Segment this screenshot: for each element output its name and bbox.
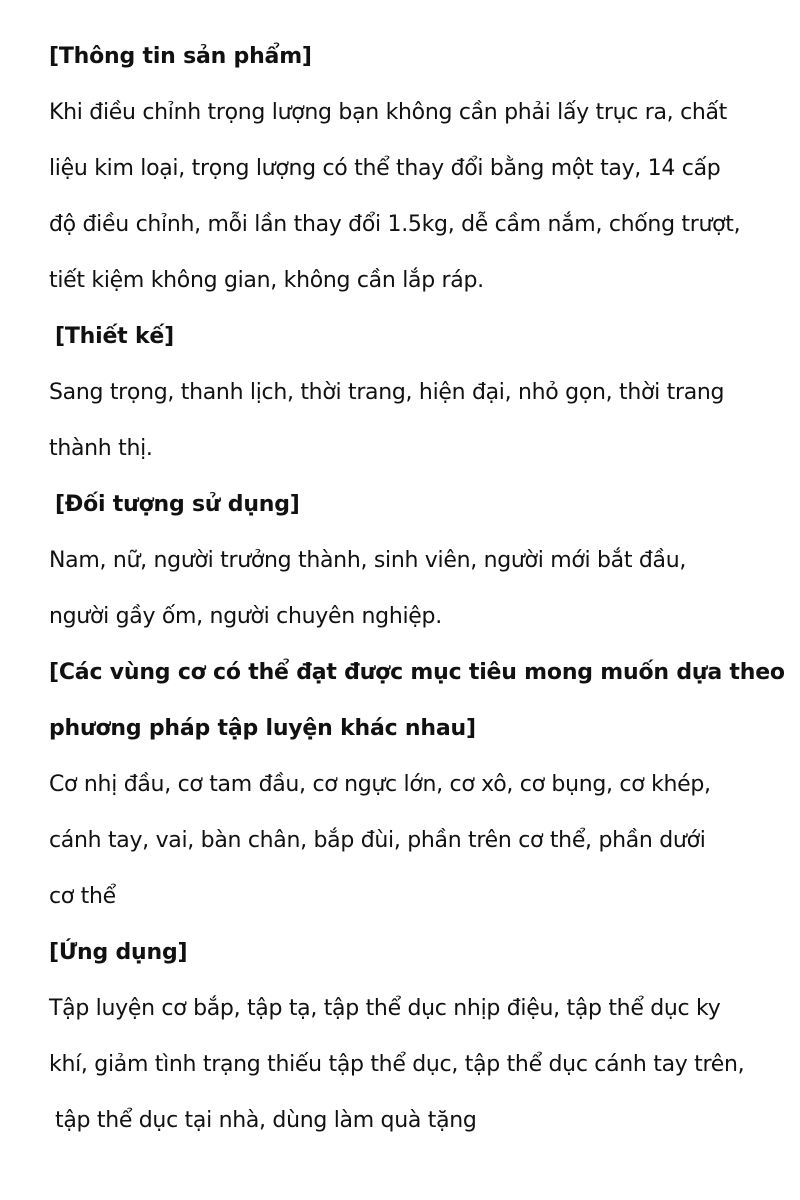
product-info-line: độ điều chỉnh, mỗi lần thay đổi 1.5kg, dễ cầm nắm, chống trượt,	[49, 212, 741, 237]
design-line: Sang trọng, thanh lịch, thời trang, hiện đại, nhỏ gọn, thời trang	[49, 380, 725, 405]
section-heading-design: [Thiết kế]	[55, 324, 174, 349]
target-users-line: Nam, nữ, người trưởng thành, sinh viên, người mới bắt đầu,	[49, 548, 687, 573]
muscle-groups-line: cơ thể	[49, 884, 116, 909]
applications-line: khí, giảm tình trạng thiếu tập thể dục, tập thể dục cánh tay trên,	[49, 1052, 745, 1077]
section-heading-muscle-groups: [Các vùng cơ có thể đạt được mục tiêu mong muốn dựa theo	[49, 660, 785, 685]
product-info-line: Khi điều chỉnh trọng lượng bạn không cần phải lấy trục ra, chất	[49, 100, 728, 125]
applications-line: Tập luyện cơ bắp, tập tạ, tập thể dục nhịp điệu, tập thể dục ky	[49, 996, 721, 1021]
applications-line: tập thể dục tại nhà, dùng làm quà tặng	[55, 1108, 477, 1133]
section-heading-muscle-groups-cont: phương pháp tập luyện khác nhau]	[49, 716, 476, 741]
design-line: thành thị.	[49, 436, 153, 461]
section-heading-product-info: [Thông tin sản phẩm]	[49, 44, 312, 69]
section-heading-target-users: [Đối tượng sử dụng]	[55, 492, 300, 517]
product-info-line: tiết kiệm không gian, không cần lắp ráp.	[49, 268, 484, 293]
muscle-groups-line: Cơ nhị đầu, cơ tam đầu, cơ ngực lớn, cơ xô, cơ bụng, cơ khép,	[49, 772, 711, 797]
target-users-line: người gầy ốm, người chuyên nghiệp.	[49, 604, 442, 629]
section-heading-applications: [Ứng dụng]	[49, 940, 188, 965]
muscle-groups-line: cánh tay, vai, bàn chân, bắp đùi, phần trên cơ thể, phần dưới	[49, 828, 706, 853]
product-info-line: liệu kim loại, trọng lượng có thể thay đổi bằng một tay, 14 cấp	[49, 156, 721, 181]
